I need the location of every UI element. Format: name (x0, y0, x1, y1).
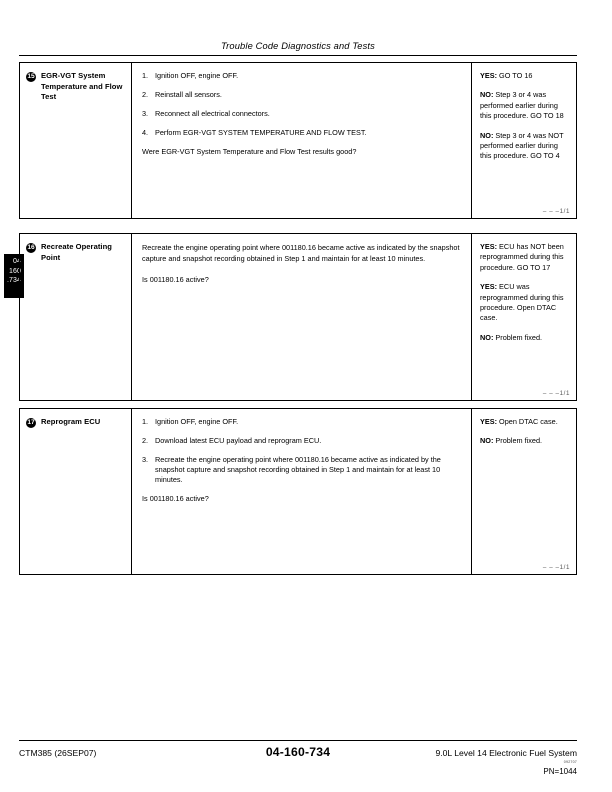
step-body-item (142, 90, 461, 100)
step-badge-icon: 17 (27, 419, 35, 426)
result-label: NO: (480, 90, 494, 100)
step-body-item (142, 436, 461, 446)
item-text: Reconnect all electrical connectors. (155, 109, 270, 118)
item-number: 1. (142, 71, 149, 80)
step-body-cell-16 (132, 234, 472, 400)
result-label: NO: (480, 332, 494, 342)
step-title-17: Reprogram ECU (41, 417, 101, 426)
side-tab-line-3: .734 (6, 277, 21, 285)
page-header (19, 26, 577, 56)
item-number: 4. (142, 128, 149, 137)
step-result-cell-17 (472, 409, 576, 574)
step-title-cell-15 (20, 63, 132, 218)
footer-manual-id: CTM385 (26SEP07) (19, 748, 97, 758)
footer-part-number: PN=1044 (543, 767, 577, 776)
side-tab-line-1: 04 (13, 258, 21, 265)
item-text: Perform EGR-VGT SYSTEM TEMPERATURE AND FLOW TEST. (155, 128, 367, 137)
item-number: 2. (142, 90, 149, 99)
step-body-item (142, 417, 461, 427)
item-number: 3. (142, 109, 149, 118)
result-label: YES: (480, 417, 498, 426)
item-text: Recreate the engine operating point where 001180.16 became active as indicated by the snapshot capture and snapshot recording obtained in Step 1 and maintain for at least 10 minutes. (155, 455, 441, 484)
step-badge-icon: 16 (27, 244, 35, 251)
step-paragraph-16: Recreate the engine operating point where 001180.16 became active as indicated by the snapshot capture and snapshot recording obtained in Step 1 and maintain for at least 10 minutes. (142, 243, 460, 264)
result-text: ECU has NOT been reprogrammed during this procedure. GO TO 17 (480, 242, 564, 272)
item-text: Ignition OFF, engine OFF. (155, 71, 239, 80)
result-item (480, 242, 568, 273)
step-result-cell-16 (472, 234, 576, 400)
item-number: 3. (142, 455, 149, 464)
step-title-15: EGR-VGT System Temperature and Flow Test (41, 71, 123, 101)
footer-page-number: 04-160-734 (265, 745, 331, 759)
result-item (480, 417, 568, 427)
result-text: Problem fixed. (493, 436, 543, 446)
step-body-item (142, 128, 461, 138)
result-label: YES: (480, 71, 498, 80)
step-question-16: Is 001180.16 active? (142, 274, 209, 284)
continuation-marker: – – –1/1 (542, 390, 570, 397)
item-text: Reinstall all sensors. (155, 90, 222, 99)
step-body-cell-15 (132, 63, 472, 218)
result-text: GO TO 16 (497, 71, 533, 80)
step-title-cell-16 (20, 234, 132, 400)
page-header-title: Trouble Code Diagnostics and Tests (221, 41, 375, 51)
result-text: Problem fixed. (493, 332, 543, 342)
result-text: Step 3 or 4 was performed earlier during this procedure. GO TO 18 (480, 90, 564, 121)
step-table-16 (19, 233, 577, 401)
step-body-item (142, 455, 461, 485)
result-text: Step 3 or 4 was NOT performed earlier during this procedure. GO TO 4 (480, 130, 564, 161)
side-tab-line-2: 160 (9, 267, 21, 275)
page-footer (19, 740, 577, 776)
result-text: ECU was reprogrammed during this procedure. Open DTAC case. (480, 282, 564, 323)
footer-section-title: 9.0L Level 14 Electronic Fuel System (435, 748, 577, 758)
step-table-15 (19, 62, 577, 219)
step-result-cell-15 (472, 63, 576, 218)
step-question-15: Were EGR-VGT System Temperature and Flow Test results good? (142, 147, 357, 156)
result-label: YES: (480, 242, 498, 251)
result-text: Open DTAC case. (497, 417, 558, 426)
result-item (480, 71, 568, 81)
continuation-marker: – – –1/1 (542, 564, 570, 571)
result-item (480, 90, 568, 121)
item-text: Ignition OFF, engine OFF. (155, 417, 239, 426)
item-text: Download latest ECU payload and reprogram ECU. (155, 436, 322, 445)
step-body-cell-17 (132, 409, 472, 574)
result-item (480, 333, 568, 343)
result-item (480, 282, 568, 324)
step-title-16: Recreate Operating Point (41, 242, 112, 262)
continuation-marker: – – –1/1 (542, 208, 570, 215)
result-label: NO: (480, 130, 494, 140)
item-number: 1. (142, 417, 149, 426)
footer-revision-code: 092707 (563, 760, 577, 764)
result-label: YES: (480, 282, 498, 292)
result-item (480, 436, 568, 446)
step-title-cell-17 (20, 409, 132, 574)
step-badge-icon: 15 (27, 73, 35, 80)
result-item (480, 131, 568, 162)
step-table-17 (19, 408, 577, 575)
result-label: NO: (480, 436, 494, 446)
step-body-item (142, 109, 461, 119)
step-body-item (142, 71, 461, 81)
item-number: 2. (142, 436, 149, 445)
step-question-17: Is 001180.16 active? (142, 494, 209, 503)
